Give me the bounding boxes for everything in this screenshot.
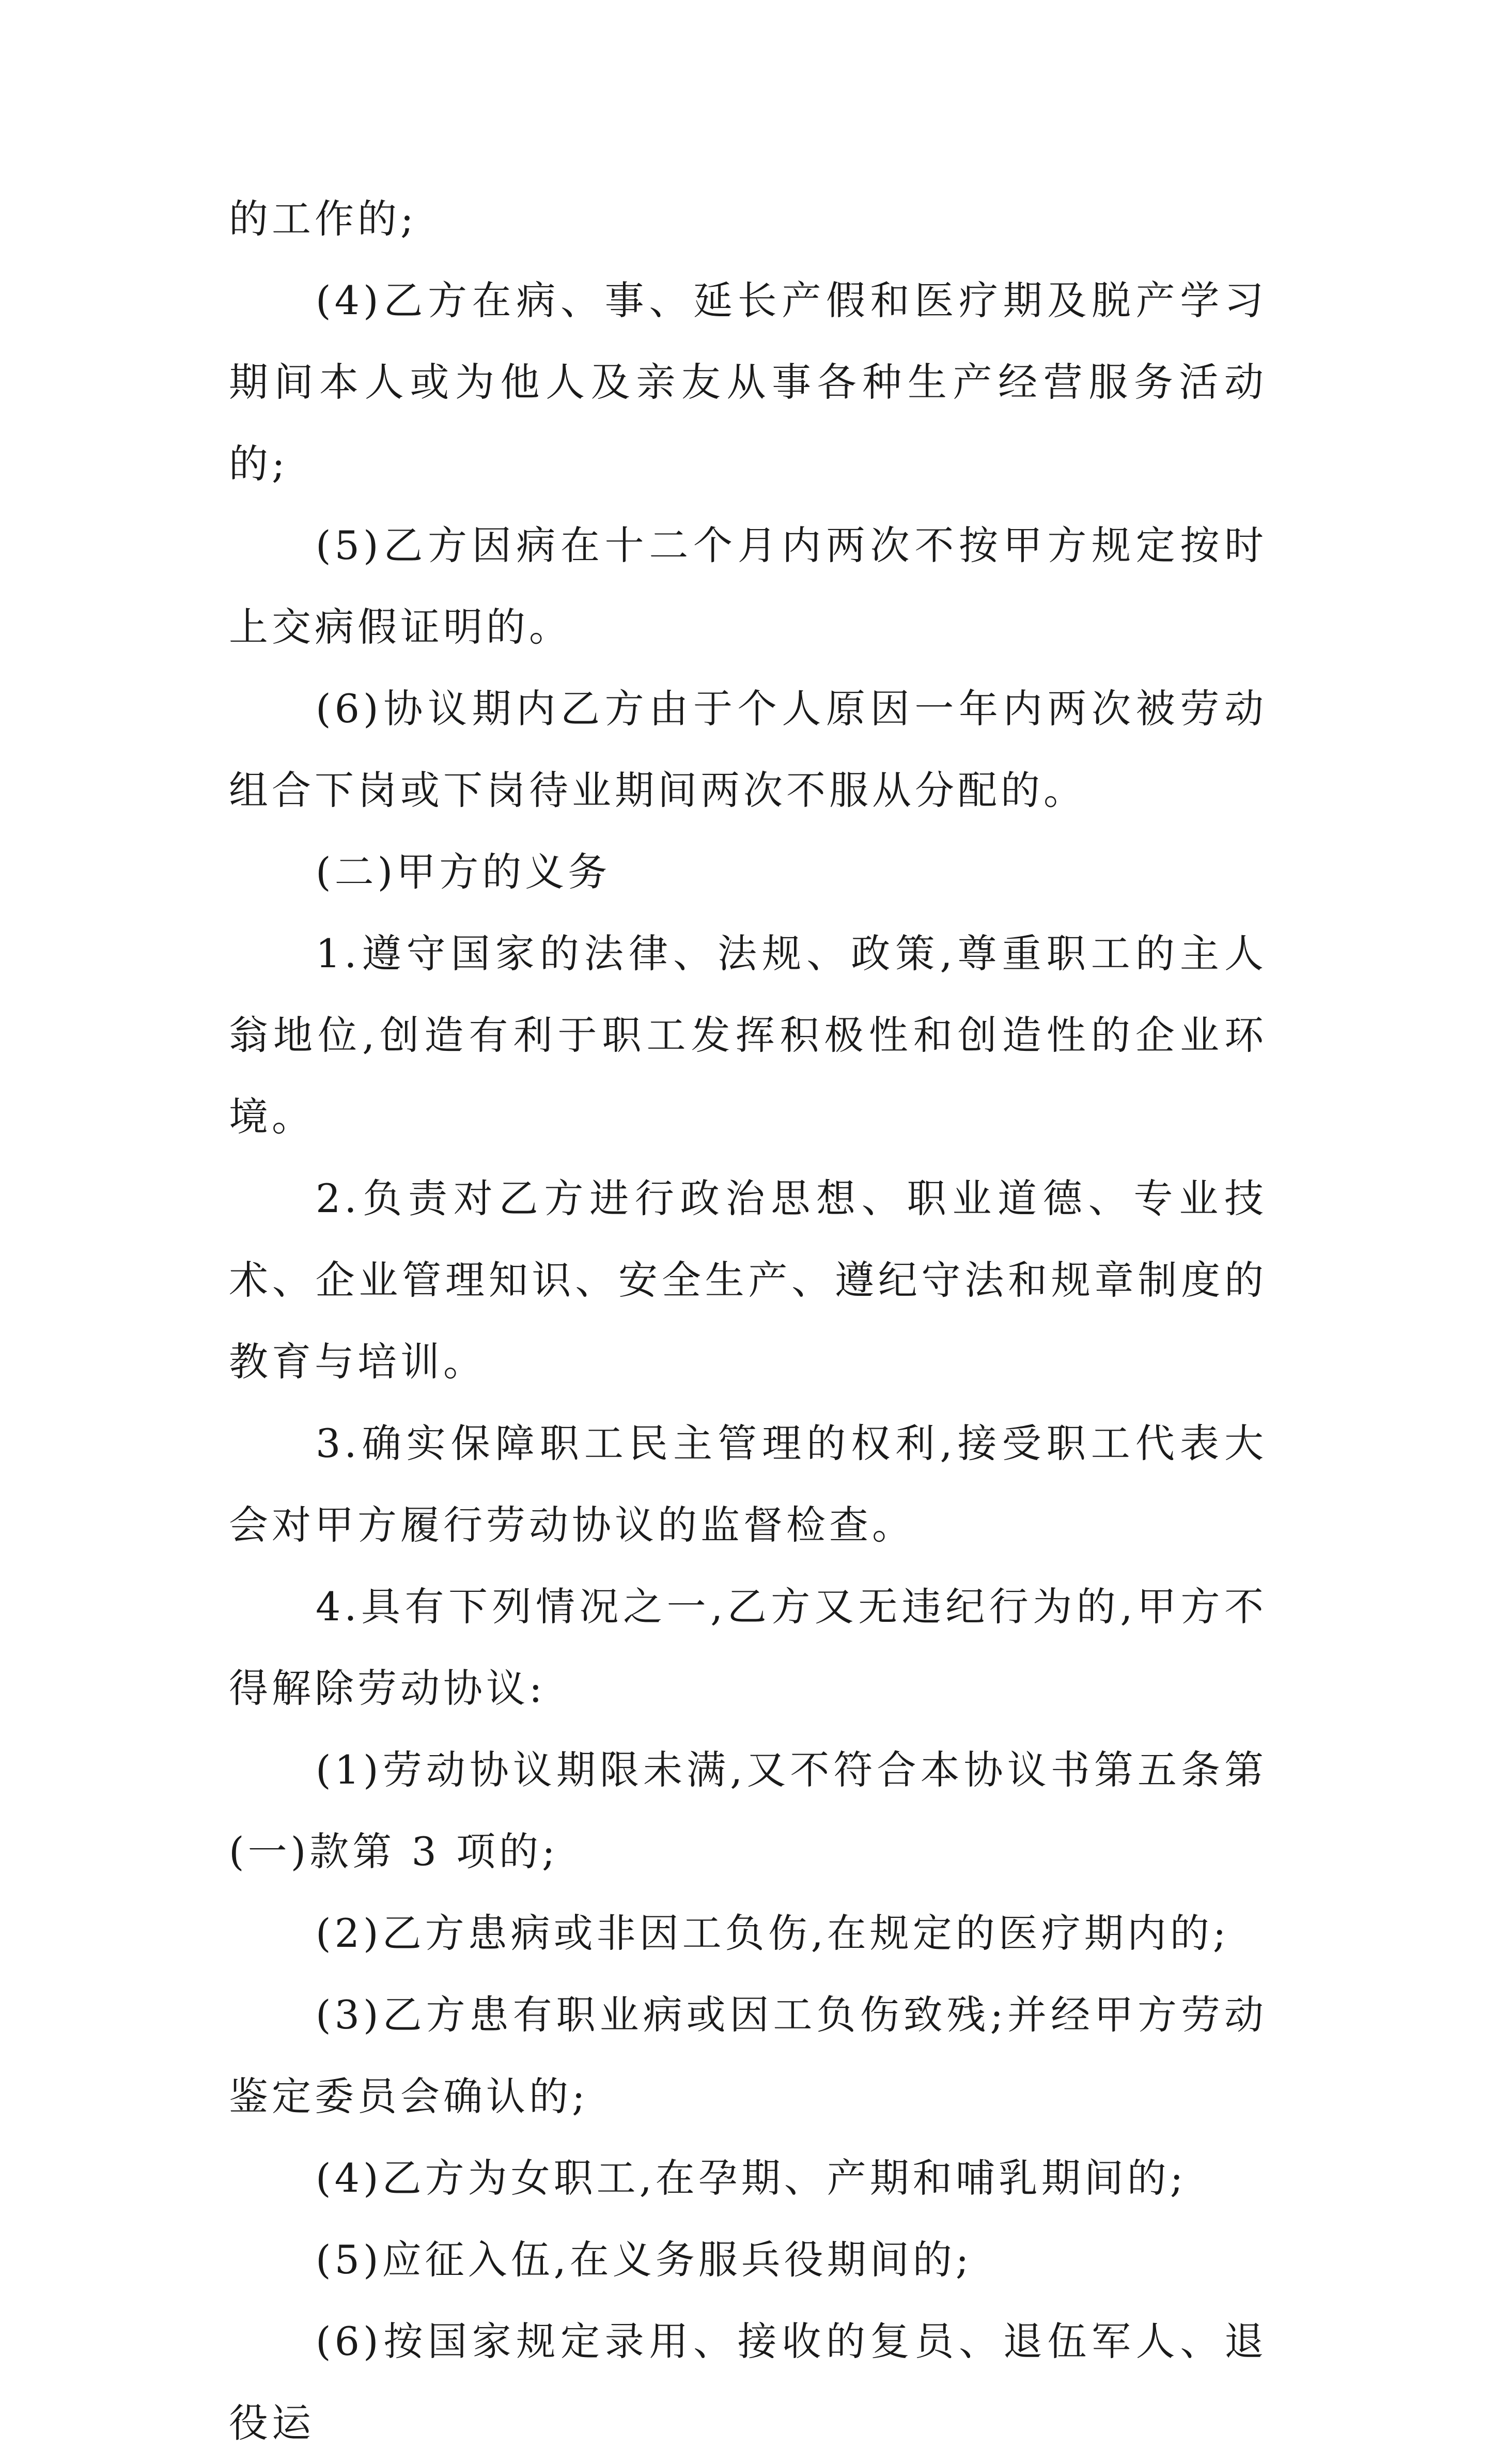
paragraph-item-6: (6)协议期内乙方由于个人原因一年内两次被劳动组合下岗或下岗待业期间两次不服从分配的。 (229, 686, 1267, 813)
body-text (229, 178, 1267, 2464)
paragraph-obligation-1: 1.遵守国家的法律、法规、政策,尊重职工的主人翁地位,创造有利于职工发挥积极性和创造性的企业环境。 (229, 931, 1267, 1140)
paragraph-obligation-3: 3.确实保障职工民主管理的权利,接受职工代表大会对甲方履行劳动协议的监督检查。 (229, 1420, 1267, 1548)
paragraph-continuation: 的工作的; (229, 196, 417, 242)
paragraph-subitem-5: (5)应征入伍,在义务服兵役期间的; (316, 2237, 973, 2283)
paragraph-item-4: (4)乙方在病、事、延长产假和医疗期及脱产学习期间本人或为他人及亲友从事各种生产经营服务活动的; (229, 277, 1267, 487)
paragraph-subitem-4: (4)乙方为女职工,在孕期、产期和哺乳期间的; (316, 2155, 1187, 2201)
paragraph-subitem-1: (1)劳动协议期限未满,又不符合本协议书第五条第(一)款第 3 项的; (229, 1747, 1267, 1874)
section-heading-party-a-obligations: (二)甲方的义务 (316, 849, 611, 895)
paragraph-item-5: (5)乙方因病在十二个月内两次不按甲方规定按时上交病假证明的。 (229, 522, 1267, 650)
paragraph-obligation-2: 2.负责对乙方进行政治思想、职业道德、专业技术、企业管理知识、安全生产、遵纪守法和规章制度的教育与培训。 (229, 1175, 1267, 1385)
paragraph-obligation-4: 4.具有下列情况之一,乙方又无违纪行为的,甲方不得解除劳动协议: (229, 1584, 1267, 1711)
paragraph-subitem-6: (6)按国家规定录用、接收的复员、退伍军人、退役运 (229, 2318, 1267, 2446)
paragraph-subitem-3: (3)乙方患有职业病或因工负伤致残;并经甲方劳动鉴定委员会确认的; (229, 1992, 1267, 2119)
paragraph-subitem-2: (2)乙方患病或非因工负伤,在规定的医疗期内的; (316, 1910, 1230, 1956)
